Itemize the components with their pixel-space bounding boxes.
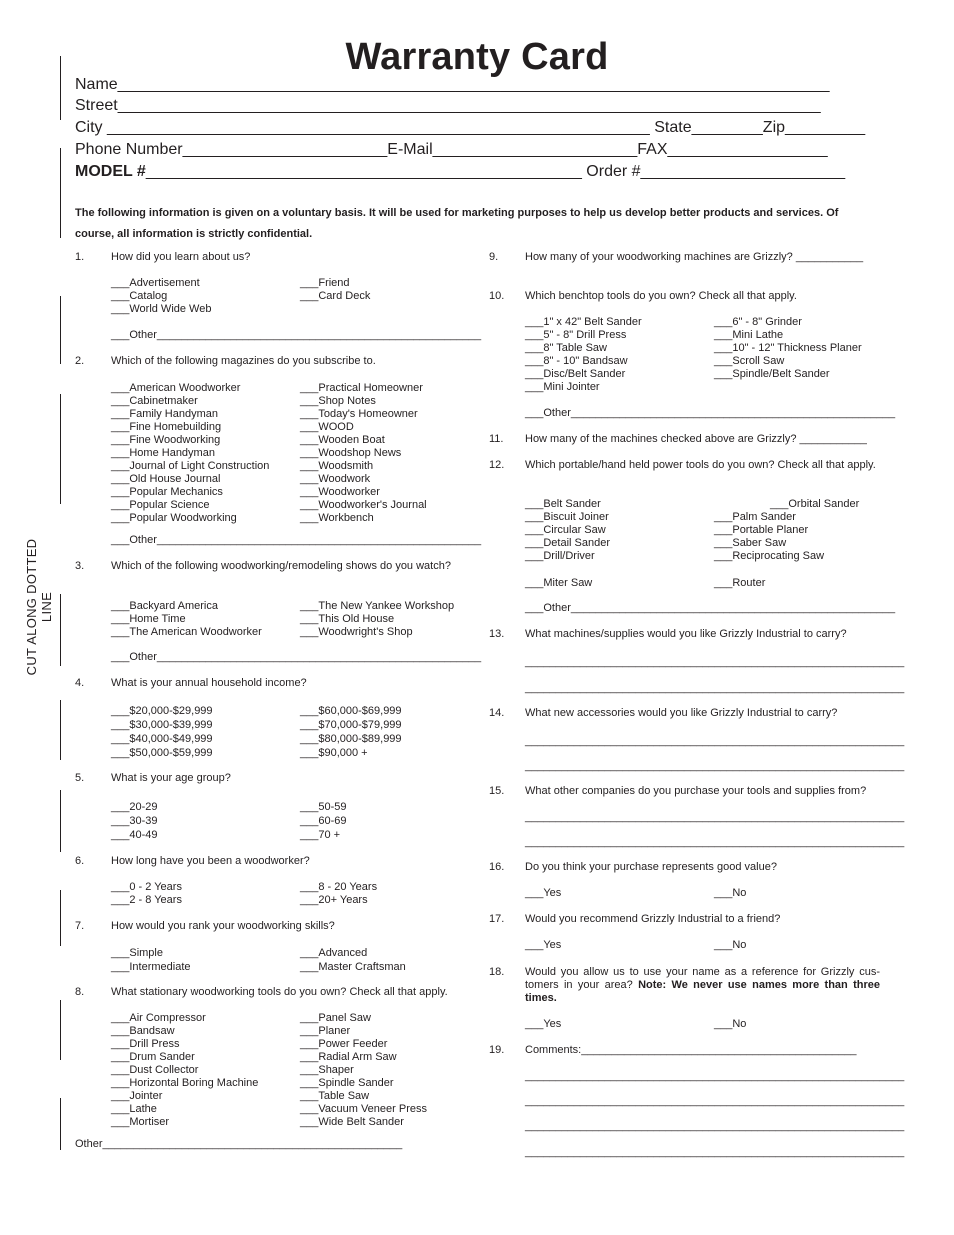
q12-option[interactable]: ___Reciprocating Saw	[714, 550, 825, 562]
q4-option[interactable]: ___$40,000-$49,999	[111, 733, 213, 745]
q12-option[interactable]: ___Detail Sander	[525, 537, 611, 549]
q14-answer-line[interactable]: ______________________________________________________________	[525, 735, 905, 747]
question-3-number: 3.	[75, 560, 85, 572]
q8-option[interactable]: ___Drum Sander	[111, 1051, 195, 1063]
cut-line-segment	[60, 394, 61, 504]
cut-line-segment	[60, 148, 61, 238]
q8-option[interactable]: ___Drill Press	[111, 1038, 180, 1050]
q12-option[interactable]: ___Biscuit Joiner	[525, 511, 609, 523]
q2-option[interactable]: ___Popular Mechanics	[111, 486, 223, 498]
city-state-zip-field[interactable]: City _____________________________________________________________ State________Zip_________	[75, 119, 866, 136]
cut-line-segment	[60, 790, 61, 852]
q2-option[interactable]: ___Popular Woodworking	[111, 512, 237, 524]
q13-answer-line[interactable]: ______________________________________________________________	[525, 656, 905, 668]
q4-option[interactable]: ___$70,000-$79,999	[300, 719, 402, 731]
question-19-number: 19.	[489, 1044, 505, 1056]
question-15-text: What other companies do you purchase your tools and supplies from?	[525, 785, 867, 797]
q5-options-col1[interactable]	[111, 800, 158, 842]
q16-no-option[interactable]: ___No	[714, 887, 747, 899]
question-10-text: Which benchtop tools do you own? Check all that apply.	[525, 290, 797, 302]
q12-other-field[interactable]: ___Other_____________________________________________________	[525, 602, 896, 614]
q1-option[interactable]: ___Catalog	[111, 290, 168, 302]
question-16-number: 16.	[489, 861, 505, 873]
q2-options-col2[interactable]	[300, 382, 427, 525]
q8-option[interactable]: ___Planer	[300, 1025, 351, 1037]
q10-option[interactable]: ___5" - 8" Drill Press	[525, 329, 627, 341]
q3-option[interactable]: ___This Old House	[300, 613, 395, 625]
question-18-note: Note: We never use names more than three times.	[525, 979, 880, 1004]
q12-option[interactable]: ___Drill/Driver	[525, 550, 595, 562]
q8-option[interactable]: ___Lathe	[111, 1103, 157, 1115]
q10-option[interactable]: ___6" - 8" Grinder	[714, 316, 802, 328]
cut-line-segment	[60, 594, 61, 666]
comments-line[interactable]: ______________________________________________________________	[525, 1146, 905, 1158]
q8-option[interactable]: ___Radial Arm Saw	[300, 1051, 397, 1063]
q16-yes-option[interactable]: ___Yes	[525, 887, 562, 899]
q8-option[interactable]: ___Panel Saw	[300, 1012, 371, 1024]
q4-option[interactable]: ___$50,000-$59,999	[111, 747, 213, 759]
q6-options-col1[interactable]	[111, 881, 182, 907]
page-title: Warranty Card	[345, 36, 609, 78]
q2-option[interactable]: ___Shop Notes	[300, 395, 376, 407]
q6-option[interactable]: ___0 - 2 Years	[111, 881, 182, 893]
question-11-number: 11.	[489, 433, 504, 445]
q2-option[interactable]: ___Practical Homeowner	[300, 382, 423, 394]
q5-option[interactable]: ___40-49	[111, 829, 158, 841]
q2-option[interactable]: ___Fine Woodworking	[111, 434, 221, 446]
q3-other-field[interactable]: ___Other_____________________________________________________	[111, 651, 482, 663]
question-5-text: What is your age group?	[111, 772, 231, 784]
q10-option[interactable]: ___8" Table Saw	[525, 342, 607, 354]
question-12-number: 12.	[489, 459, 505, 471]
q4-options-col2[interactable]	[300, 704, 402, 760]
q5-option[interactable]: ___30-39	[111, 815, 158, 827]
q10-option[interactable]: ___Mini Jointer	[525, 381, 600, 393]
question-13-number: 13.	[489, 628, 505, 640]
question-8-text: What stationary woodworking tools do you own? Check all that apply.	[111, 986, 448, 998]
question-18-text	[525, 966, 880, 1005]
q4-options-col1[interactable]	[111, 704, 213, 760]
cut-line-segment	[60, 1000, 61, 1060]
q3-options-col2[interactable]	[300, 600, 454, 639]
q14-answer-line[interactable]: ______________________________________________________________	[525, 760, 905, 772]
q12-option[interactable]: ___Belt Sander	[525, 498, 601, 510]
comments-field[interactable]: Comments:_____________________________________________	[525, 1044, 857, 1056]
q12-option[interactable]: ___Saber Saw	[714, 537, 787, 549]
q8-option[interactable]: ___Air Compressor	[111, 1012, 206, 1024]
q5-options-col2[interactable]	[300, 800, 347, 842]
q8-options-col1[interactable]	[111, 1012, 258, 1129]
q2-option[interactable]: ___Cabinetmaker	[111, 395, 198, 407]
q10-other-field[interactable]: ___Other_____________________________________________________	[525, 407, 896, 419]
question-15-number: 15.	[489, 785, 505, 797]
q4-option[interactable]: ___$80,000-$89,999	[300, 733, 402, 745]
q1-option[interactable]: ___Advertisement	[111, 277, 200, 289]
question-4-number: 4.	[75, 677, 85, 689]
q2-option[interactable]: ___Journal of Light Construction	[111, 460, 270, 472]
q7-options-col2[interactable]	[300, 946, 406, 974]
q12-option[interactable]: ___Orbital Sander	[770, 498, 860, 510]
q2-option[interactable]: ___Woodshop News	[300, 447, 402, 459]
q8-option[interactable]: ___Table Saw	[300, 1090, 370, 1102]
q12-options-col2[interactable]	[714, 498, 859, 563]
q10-option[interactable]: ___8" - 10" Bandsaw	[525, 355, 628, 367]
q12-option[interactable]: ___Portable Planer	[714, 524, 809, 536]
question-8-number: 8.	[75, 986, 85, 998]
q12-options-col1[interactable]	[525, 498, 610, 563]
q8-option[interactable]: ___Dust Collector	[111, 1064, 199, 1076]
q2-option[interactable]: ___Family Handyman	[111, 408, 218, 420]
q8-option[interactable]: ___Vacuum Veneer Press	[300, 1103, 427, 1115]
question-18-body: Would you allow us to use your name as a reference for Grizzly cus-tomers in your area?	[525, 966, 880, 991]
q2-option[interactable]: ___Fine Homebuilding	[111, 421, 222, 433]
street-field[interactable]: Street_______________________________________________________________________________	[75, 97, 821, 114]
question-9-text[interactable]: How many of your woodworking machines are Grizzly? ___________	[525, 251, 864, 263]
q3-options-col1[interactable]	[111, 600, 262, 639]
question-13-text: What machines/supplies would you like Grizzly Industrial to carry?	[525, 628, 847, 640]
q7-option[interactable]: ___Advanced	[300, 947, 368, 959]
question-1-text: How did you learn about us?	[111, 251, 251, 263]
q10-options-col2[interactable]	[714, 316, 862, 381]
q8-option[interactable]: ___Bandsaw	[111, 1025, 175, 1037]
q15-answer-line[interactable]: ______________________________________________________________	[525, 836, 905, 848]
question-10-number: 10.	[489, 290, 505, 302]
q2-option[interactable]: ___American Woodworker	[111, 382, 241, 394]
q8-option[interactable]: ___Power Feeder	[300, 1038, 388, 1050]
question-17-text: Would you recommend Grizzly Industrial to a friend?	[525, 913, 781, 925]
question-17-number: 17.	[489, 913, 505, 925]
question-2-text: Which of the following magazines do you subscribe to.	[111, 355, 376, 367]
q10-option[interactable]: ___10" - 12" Thickness Planer	[714, 342, 862, 354]
q5-option[interactable]: ___50-59	[300, 801, 347, 813]
q8-option[interactable]: ___Horizontal Boring Machine	[111, 1077, 259, 1089]
q3-option[interactable]: ___Backyard America	[111, 600, 218, 612]
q5-option[interactable]: ___60-69	[300, 815, 347, 827]
q1-option[interactable]: ___Friend	[300, 277, 350, 289]
question-4-text: What is your annual household income?	[111, 677, 307, 689]
q1-options-col2[interactable]	[300, 277, 370, 303]
q7-option[interactable]: ___Master Craftsman	[300, 961, 406, 973]
q18-no-option[interactable]: ___No	[714, 1018, 747, 1030]
question-18-number: 18.	[489, 966, 505, 978]
q7-option[interactable]: ___Intermediate	[111, 961, 191, 973]
q2-option[interactable]: ___Woodworker's Journal	[300, 499, 427, 511]
q7-option[interactable]: ___Simple	[111, 947, 163, 959]
question-14-number: 14.	[489, 707, 505, 719]
q7-options-col1[interactable]	[111, 946, 191, 974]
q2-option[interactable]: ___Woodwork	[300, 473, 371, 485]
q6-options-col2[interactable]	[300, 881, 377, 907]
q8-options-col2[interactable]	[300, 1012, 427, 1129]
question-9-number: 9.	[489, 251, 499, 263]
intro-text: The following information is given on a voluntary basis. It will be used for marketing purposes to help us develop better products and services. Of course, all information is strictly confidential.	[75, 207, 839, 240]
model-order-blanks: _________________________________________________ Order #_______________________	[145, 163, 846, 180]
q2-option[interactable]: ___Woodsmith	[300, 460, 374, 472]
q2-option[interactable]: ___WOOD	[300, 421, 354, 433]
q10-option[interactable]: ___Scroll Saw	[714, 355, 785, 367]
q10-options-col1[interactable]	[525, 316, 642, 394]
comments-line[interactable]: ______________________________________________________________	[525, 1070, 905, 1082]
q12-option-miter-saw[interactable]: ___Miter Saw	[525, 577, 593, 589]
question-14-text: What new accessories would you like Grizzly Industrial to carry?	[525, 707, 838, 719]
q2-option[interactable]: ___Home Handyman	[111, 447, 215, 459]
q2-option[interactable]: ___Wooden Boat	[300, 434, 385, 446]
q13-answer-line[interactable]: ______________________________________________________________	[525, 682, 905, 694]
q1-option[interactable]: ___Card Deck	[300, 290, 371, 302]
q17-yes-option[interactable]: ___Yes	[525, 939, 562, 951]
q5-option[interactable]: ___70 +	[300, 829, 341, 841]
q8-option[interactable]: ___Spindle Sander	[300, 1077, 394, 1089]
question-3-text: Which of the following woodworking/remodeling shows do you watch?	[111, 560, 451, 572]
q2-option[interactable]: ___Popular Science	[111, 499, 210, 511]
question-5-number: 5.	[75, 772, 85, 784]
q5-option[interactable]: ___20-29	[111, 801, 158, 813]
question-6-text: How long have you been a woodworker?	[111, 855, 310, 867]
phone-email-fax-field[interactable]: Phone Number_______________________E-Mail_______________________FAX__________________	[75, 141, 828, 158]
cut-line-segment	[60, 700, 61, 760]
name-field[interactable]: Name________________________________________________________________________________	[75, 76, 830, 93]
q8-option[interactable]: ___Wide Belt Sander	[300, 1116, 404, 1128]
q6-option[interactable]: ___2 - 8 Years	[111, 894, 182, 906]
q15-answer-line[interactable]: ______________________________________________________________	[525, 811, 905, 823]
q8-option[interactable]: ___Shaper	[300, 1064, 354, 1076]
q3-option[interactable]: ___The New Yankee Workshop	[300, 600, 455, 612]
comments-line[interactable]: ______________________________________________________________	[525, 1120, 905, 1132]
cut-along-dotted-line-label: CUT ALONG DOTTED LINE	[24, 538, 54, 676]
q4-option[interactable]: ___$30,000-$39,999	[111, 719, 213, 731]
cut-line-segment	[60, 296, 61, 364]
q6-option[interactable]: ___8 - 20 Years	[300, 881, 378, 893]
q2-option[interactable]: ___Today's Homeowner	[300, 408, 418, 420]
q3-option[interactable]: ___The American Woodworker	[111, 626, 262, 638]
cut-line-segment	[60, 1098, 61, 1150]
q1-options-col1[interactable]	[111, 277, 211, 316]
question-7-text: How would you rank your woodworking skills?	[111, 920, 335, 932]
q10-option[interactable]: ___Disc/Belt Sander	[525, 368, 626, 380]
comments-line[interactable]: ______________________________________________________________	[525, 1095, 905, 1107]
q4-option[interactable]: ___$60,000-$69,999	[300, 705, 402, 717]
q2-other-field[interactable]: ___Other_____________________________________________________	[111, 534, 482, 546]
cut-line-segment	[60, 56, 61, 120]
q3-option[interactable]: ___Woodwright's Shop	[300, 626, 413, 638]
q10-option[interactable]: ___1" x 42" Belt Sander	[525, 316, 642, 328]
q8-other-field[interactable]: Other_________________________________________________	[75, 1138, 403, 1150]
model-label: MODEL #	[75, 163, 146, 180]
question-12-text: Which portable/hand held power tools do you own? Check all that apply.	[525, 459, 876, 471]
q1-other-field[interactable]: ___Other_____________________________________________________	[111, 329, 482, 341]
q2-option[interactable]: ___Woodworker	[300, 486, 380, 498]
q10-option[interactable]: ___Mini Lathe	[714, 329, 784, 341]
q3-option[interactable]: ___Home Time	[111, 613, 186, 625]
question-7-number: 7.	[75, 920, 85, 932]
q8-option[interactable]: ___Mortiser	[111, 1116, 170, 1128]
q1-option[interactable]: ___World Wide Web	[111, 303, 212, 315]
q10-option[interactable]: ___Spindle/Belt Sander	[714, 368, 830, 380]
question-6-number: 6.	[75, 855, 85, 867]
q4-option[interactable]: ___$20,000-$29,999	[111, 705, 213, 717]
question-11-text[interactable]: How many of the machines checked above are Grizzly? ___________	[525, 433, 867, 445]
question-16-text: Do you think your purchase represents good value?	[525, 861, 777, 873]
cut-line-segment	[60, 890, 61, 946]
q18-yes-option[interactable]: ___Yes	[525, 1018, 562, 1030]
q2-options-col1[interactable]	[111, 382, 269, 525]
q2-option[interactable]: ___Old House Journal	[111, 473, 221, 485]
q12-option[interactable]: ___Palm Sander	[714, 511, 796, 523]
question-1-number: 1.	[75, 251, 85, 263]
q12-option-router[interactable]: ___Router	[714, 577, 766, 589]
model-order-field[interactable]	[75, 163, 845, 181]
q12-option[interactable]: ___Circular Saw	[525, 524, 606, 536]
q2-option[interactable]: ___Workbench	[300, 512, 374, 524]
q6-option[interactable]: ___20+ Years	[300, 894, 368, 906]
q17-no-option[interactable]: ___No	[714, 939, 747, 951]
q8-option[interactable]: ___Jointer	[111, 1090, 163, 1102]
q4-option[interactable]: ___$90,000 +	[300, 747, 368, 759]
question-2-number: 2.	[75, 355, 85, 367]
